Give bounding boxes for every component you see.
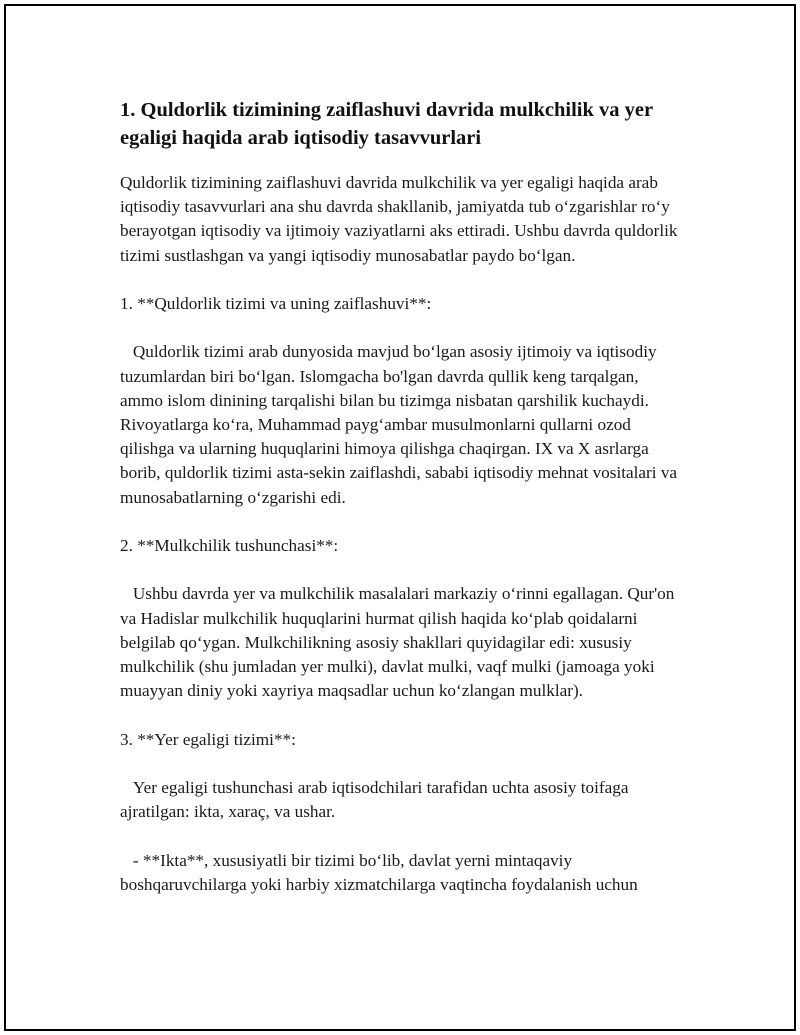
ikta-list-item: - **Ikta**, xususiyatli bir tizimi bo‘lib, davlat yerni mintaqaviy boshqaruvchilarga yoki harbiy xizmatchilarga vaqtincha foydalanish uchun [120,850,638,894]
intro-paragraph: Quldorlik tizimining zaiflashuvi davrida mulkchilik va yer egaligi haqida arab iqtisodiy tasavvurlari ana shu davrda shakllanib, jamiyatda tub o‘zgarishlar ro‘y berayotgan iqtisodiy va ijtimoiy vaziyatlarni aks ettiradi. Ushbu davrda quldorlik tizimi sustlashgan va yangi iqtisodiy munosabatlar paydo bo‘lgan. [120,173,682,265]
section-2-paragraph: Ushbu davrda yer va mulkchilik masalalari markaziy o‘rinni egallagan. Qur'on va Hadislar mulkchilik huquqlarini hurmat qilish haqida ko‘plab qoidalarni belgilab qo‘ygan. Mulkchilikning asosiy shakllari quyidagilar edi: xususiy mulkchilik (shu jumladan yer mulki), davlat mulki, vaqf mulki (jamoaga yoki muayyan diniy yoki xayriya maqsadlar uchun ko‘zlangan mulklar). [120,584,679,701]
section-3-heading: 3. **Yer egaligi tizimi**: [120,729,296,749]
document-page [4,4,796,1031]
section-2-heading: 2. **Mulkchilik tushunchasi**: [120,536,339,555]
section-3-paragraph: Yer egaligi tushunchasi arab iqtisodchilari tarafidan uchta asosiy toifaga ajratilgan: ikta, xaraç, va ushar. [120,777,633,822]
document-title: 1. Quldorlik tizimining zaiflashuvi davrida mulkchilik va yer egaligi haqida arab iqtisodiy tasavvurlari [120,99,653,149]
section-1-heading: 1. **Quldorlik tizimi va uning zaiflashuvi**: [120,294,432,313]
section-1-paragraph: Quldorlik tizimi arab dunyosida mavjud bo‘lgan asosiy ijtimoiy va iqtisodiy tuzumlardan biri bo‘lgan. Islomgacha bo'lgan davrda qullik keng tarqalgan, ammo islom dinining tarqalishi bilan bu tizimga nisbatan qarshilik kuchaydi. Rivoyatlarga ko‘ra, Muhammad payg‘ambar musulmonlarni qullarni ozod qilishga va ularning huquqlarini himoya qilishga chaqirgan. IX va X asrlarga borib, quldorlik tizimi asta-sekin zaiflashdi, sababi iqtisodiy mehnat vositalari va munosabatlarning o‘zgarishi edi. [120,342,682,507]
document-body [120,96,680,921]
